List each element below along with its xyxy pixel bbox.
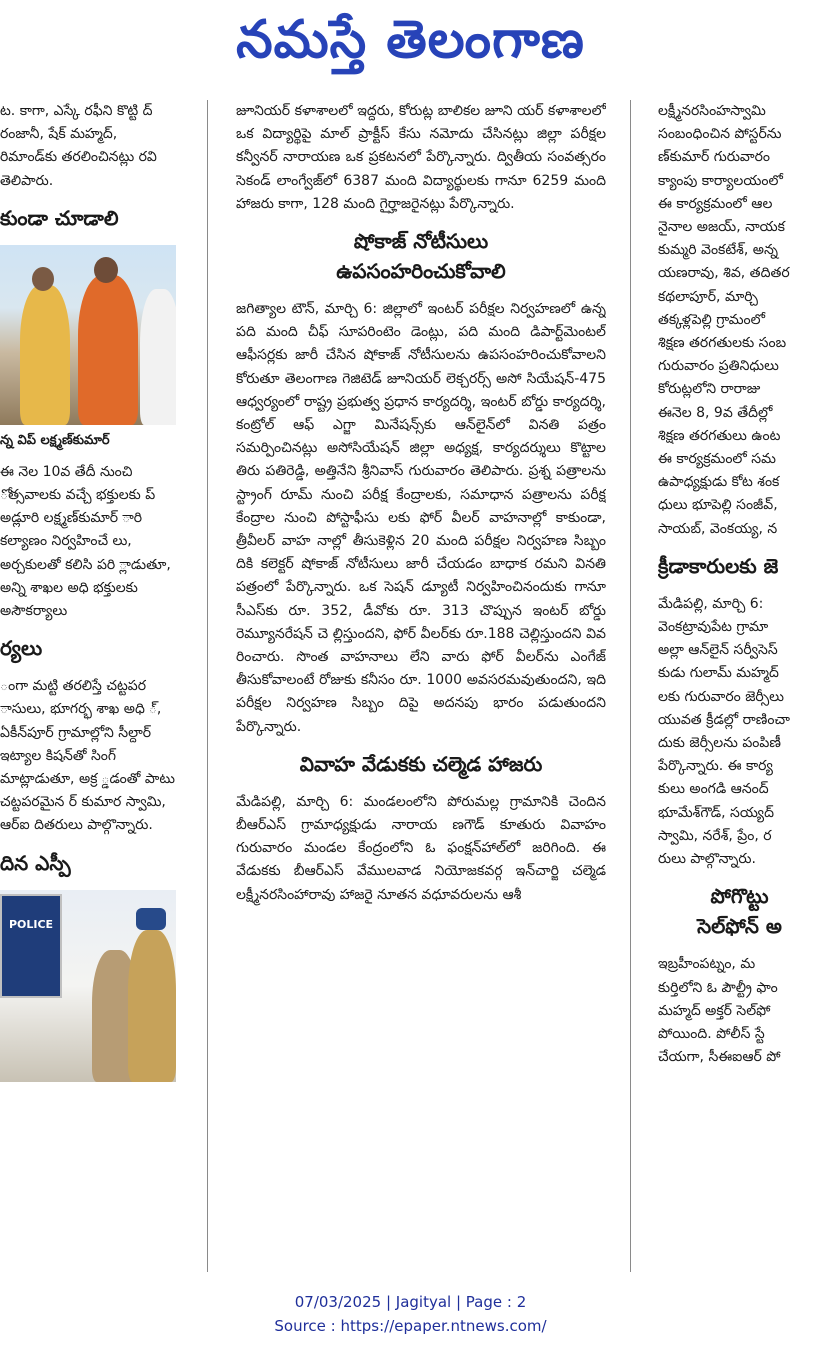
right-text-line: శిక్షణ తరగతులకు సంబ — [658, 335, 787, 352]
right-heading-2 — [658, 881, 821, 941]
right-heading-2-line1: పోగొట్టు — [710, 884, 769, 909]
right-text-block-3 — [658, 953, 821, 1069]
mid-paragraph-1: జూనియర్ కళాశాలలో ఇద్దరు, కోరుట్ల బాలికల జూని యర్ కళాశాలలో ఒక విద్యార్థిపై మాల్ ప్రాక్టీస్ కేసు నమోదు చేసినట్లు జిల్లా పరీక్షల కన్వీనర్ నారాయణ ఒక ప్రకటనలో పేర్కొన్నారు. ద్వితీయ సంవత్సరం సెకండ్ లాంగ్వేజ్‌లో 6387 మంది విద్యార్థులకు గానూ 6259 మంది హాజరు కాగా, 128 మంది గైర్హాజరైనట్లు పేర్కొన్నారు. — [236, 103, 606, 212]
right-text-line: పోయింది. పోలీస్ స్టే — [658, 1025, 765, 1042]
right-text-line: క్యాంపు కార్యాలయంలో — [658, 172, 783, 189]
right-text-line: ఈనెల 8, 9వ తేదీల్లో — [658, 404, 773, 421]
column-rule-left — [207, 100, 208, 1272]
right-text-line: శిక్షణ తరగతులు ఉంట — [658, 427, 781, 444]
mid-heading-1-line1: షోకాజ్ నోటీసులు — [353, 229, 489, 254]
right-text-line: కుడు గులామ్ మహ్మద్ — [658, 665, 779, 682]
left-paragraph-top: ట. కాగా, ఎస్కే రఫీని కొట్టి ద్ రంజానీ, షేక్ మహ్మద్, రిమాండ్‌కు తరలించినట్లు రవి తెలిపారు. — [0, 103, 157, 189]
mid-paragraph-2: జగిత్యాల టౌన్, మార్చి 6: జిల్లాలో ఇంటర్ పరీక్షల నిర్వహణలో ఉన్న పది మంది చీఫ్ సూపరింటెం డెంట్లు, పది మంది డిపార్ట్‌మెంటల్ ఆఫీసర్లకు జారీ చేసిన షోకాజ్ నోటీసులను ఉపసంహరించుకోవాలని కోరుతూ తెలంగాణ గెజిటెడ్ జూనియర్ లెక్చరర్స్ అసో సియేషన్-475 ఆధ్వర్యంలో రాష్ట్ర ప్రభుత్వ ప్రధాన కార్యదర్శి, ఇంటర్ బోర్డు కార్యదర్శి, కంట్రోల్ ఆఫ్ ఎగ్జా మినేషన్స్‌కు ఆన్‌లైన్‌లో వినతి పత్రం సమర్పించినట్లు అసోసియేషన్ జిల్లా అధ్యక్ష, కార్యదర్శులు కొట్టాల తిరు పతిరెడ్డి, అత్తినేని శ్రీనివాస్ గురువారం తెలిపారు. ప్రశ్న పత్రాలను స్ట్రాంగ్ రూమ్ నుంచి పరీక్ష కేంద్రాలకు, సమాధాన పత్రాలను పరీక్ష కేంద్రాల నుంచి పోస్టాఫీసు లకు ఫోర్ వీలర్ వాహనాల్లో కాకుండా, త్రీవీలర్ వాహ నాల్లో తీసుకెళ్లిన 20 మంది పరీక్షల నిర్వహణ సిబ్బం దికి కలెక్టర్ షోకాజ్ నోటీసులు జారీ చేయడం బాధాక రమని వినతి పత్రంలో పేర్కొన్నారు. ఒక సెషన్ డ్యూటీ నిర్వహించినందుకు గానూ సీఎస్‌కు రూ. 352, డీవోకు రూ. 313 చొప్పున ఇంటర్ బోర్డు రెమ్యూనరేషన్ చె ల్లిస్తుందని, ఫోర్ వీలర్‌కు రూ.188 చెల్లిస్తుందని వివ రించారు. సొంత వాహనాలు లేని వారు ఫోర్ వీలర్‌ను ఎంగేజ్ తీసుకోవాలంటే రోజుకు కనీసం రూ. 1000 అవసరమవుతుందని, ఇది పరీక్షల నిర్వహణ సిబ్బం దిపై అదనపు భారం పడుతుందని పేర్కొన్నారు. — [236, 301, 606, 735]
left-heading-3: దిన ఎస్పీ — [0, 850, 71, 875]
right-text-line: ఇబ్రహీంపట్నం, మ — [658, 956, 756, 973]
right-text-line: వెంకట్రావుపేట గ్రామా — [658, 619, 769, 636]
right-text-line: రులు పాల్గొన్నారు. — [658, 851, 756, 868]
right-text-line: స్వామి, నరేశ్, ప్రేం, ర — [658, 827, 772, 844]
right-text-line: కులు అంగడి ఆనంద్ — [658, 781, 769, 798]
right-text-line: నైనాల అజయ్, నాయక — [658, 219, 785, 236]
right-text-block-1 — [658, 100, 821, 541]
left-heading-2: ర్యలు — [0, 636, 43, 661]
right-text-line: లక్ష్మీనరసింహస్వామి — [658, 103, 766, 119]
masthead — [0, 0, 821, 80]
footer-date-line: 07/03/2025 | Jagityal | Page : 2 — [294, 1293, 527, 1311]
right-text-block-2 — [658, 593, 821, 871]
right-text-line: తక్కళ్లపెల్లి గ్రామంలో — [658, 311, 766, 328]
right-text-line: కథలాపూర్, మార్చి — [658, 288, 758, 305]
right-text-line: మేడిపల్లి, మార్చి 6: — [658, 595, 764, 612]
right-text-line: ఈ కార్యక్రమంలో ఆల — [658, 195, 773, 212]
police-sign: POLICE — [0, 894, 62, 998]
right-text-line: సంబంధించిన పోస్టర్‌ను — [658, 126, 782, 143]
right-text-line: సాయబ్, వెంకయ్య, న — [658, 520, 778, 537]
mid-paragraph-3: మేడిపల్లి, మార్చి 6: మండలంలోని పోరుమల్ల గ్రామానికి చెందిన బీఆర్‌ఎస్ గ్రామాధ్యక్షుడు నారాయ ణగౌడ్ కూతురు వివాహం గురువారం మండల కేంద్రంలోని ఓ ఫంక్షన్‌హాల్‌లో జరిగింది. ఈ వేడుకకు బీఆర్‌ఎస్ వేములవాడ నియోజకవర్గ ఇన్‌చార్జి చల్మెడ లక్ష్మీనరసింహారావు హాజరై నూతన వధూవరులను ఆశీ — [236, 793, 606, 903]
right-text-line: ఉపాధ్యక్షుడు కోట శంక — [658, 474, 780, 491]
mid-heading-1-line2: ఉపసంహరించుకోవాలి — [336, 259, 506, 284]
right-text-line: యణరావు, శివ, తదితర — [658, 265, 790, 282]
right-text-line: పేర్కొన్నారు. ఈ కార్య — [658, 758, 773, 775]
left-column — [0, 100, 178, 1082]
police-photo — [0, 890, 176, 1082]
right-text-line: దుకు జెర్సీలను పంపిణీ — [658, 735, 781, 752]
right-text-line: ఈ కార్యక్రమంలో సమ — [658, 451, 776, 468]
footer-source-line: Source : https://epaper.ntnews.com/ — [274, 1317, 547, 1335]
left-paragraph-2: ఈ నెల 10వ తేదీ నుంచి ోత్సవాలకు వచ్చే భక్తులకు ప్ అడ్లూరి లక్ష్మణ్‌కుమార్ ారి కల్యాణం నిర్వహించే లు, అర్చకులతో కలిసి పరి ్లాడుతూ, అన్ని శాఖల అధి భక్తులకు అసౌకర్యాలు — [0, 463, 171, 620]
right-text-line: యువత క్రీడల్లో రాణించా — [658, 711, 790, 728]
right-text-line: భూమేశ్‌గౌడ్, సయ్యద్ — [658, 804, 774, 821]
right-text-line: మహ్మద్ అక్తర్ సెల్‌ఫో — [658, 1002, 771, 1019]
right-text-line: ణ్‌కుమార్ గురువారం — [658, 149, 770, 166]
newspaper-title: నమస్తే తెలంగాణ — [236, 9, 585, 70]
right-text-line: గురువారం ప్రతినిధులు — [658, 358, 779, 375]
left-heading-1: కుండా చూడాలి — [0, 205, 119, 230]
photo-caption-1: న్న విప్ లక్ష్మణ్‌కుమార్ — [0, 432, 110, 448]
column-rule-right — [630, 100, 631, 1272]
right-heading-1: క్రీడాకారులకు జె — [658, 553, 779, 578]
right-text-line: చేయగా, సీఈఐఆర్ పో — [658, 1049, 781, 1066]
middle-column — [236, 100, 606, 1272]
right-text-line: కోరుట్లలోని రారాజు — [658, 381, 761, 398]
temple-photo — [0, 245, 176, 425]
left-paragraph-3: ంగా మట్టి తరలిస్తే చట్టపర ాసులు, భూగర్భ శాఖ అధి ్, ఏకీన్‌పూర్ గ్రామాల్లోని సీల్దార్ ఇట్యాల కిషన్‌తో సింగ్ మాట్లాడుతూ, అక్ర ్డడంతో పాటు చట్టపరమైన ర్ కుమార స్వామి, ఆర్‌ఐ దితరులు పాల్గొన్నారు. — [0, 678, 175, 834]
right-text-line: కుర్తిలోని ఓ పౌల్ట్రీ ఫాం — [658, 979, 778, 996]
right-text-line: అల్లా ఆన్‌లైన్ సర్వీసెస్ — [658, 642, 778, 659]
page-footer — [0, 1290, 821, 1338]
right-text-line: ధులు భూపెల్లి సంజీవ్, — [658, 497, 778, 514]
right-text-line: లకు గురువారం జెర్సీలు — [658, 688, 784, 705]
mid-heading-1 — [236, 226, 606, 286]
right-heading-2-line2: సెల్‌ఫోన్ అ — [697, 914, 782, 939]
right-text-line: కుమ్మరి వెంకటేశ్, అన్న — [658, 242, 778, 259]
mid-heading-2: వివాహ వేడుకకు చల్మెడ హాజరు — [299, 751, 543, 776]
right-column — [658, 100, 821, 1272]
